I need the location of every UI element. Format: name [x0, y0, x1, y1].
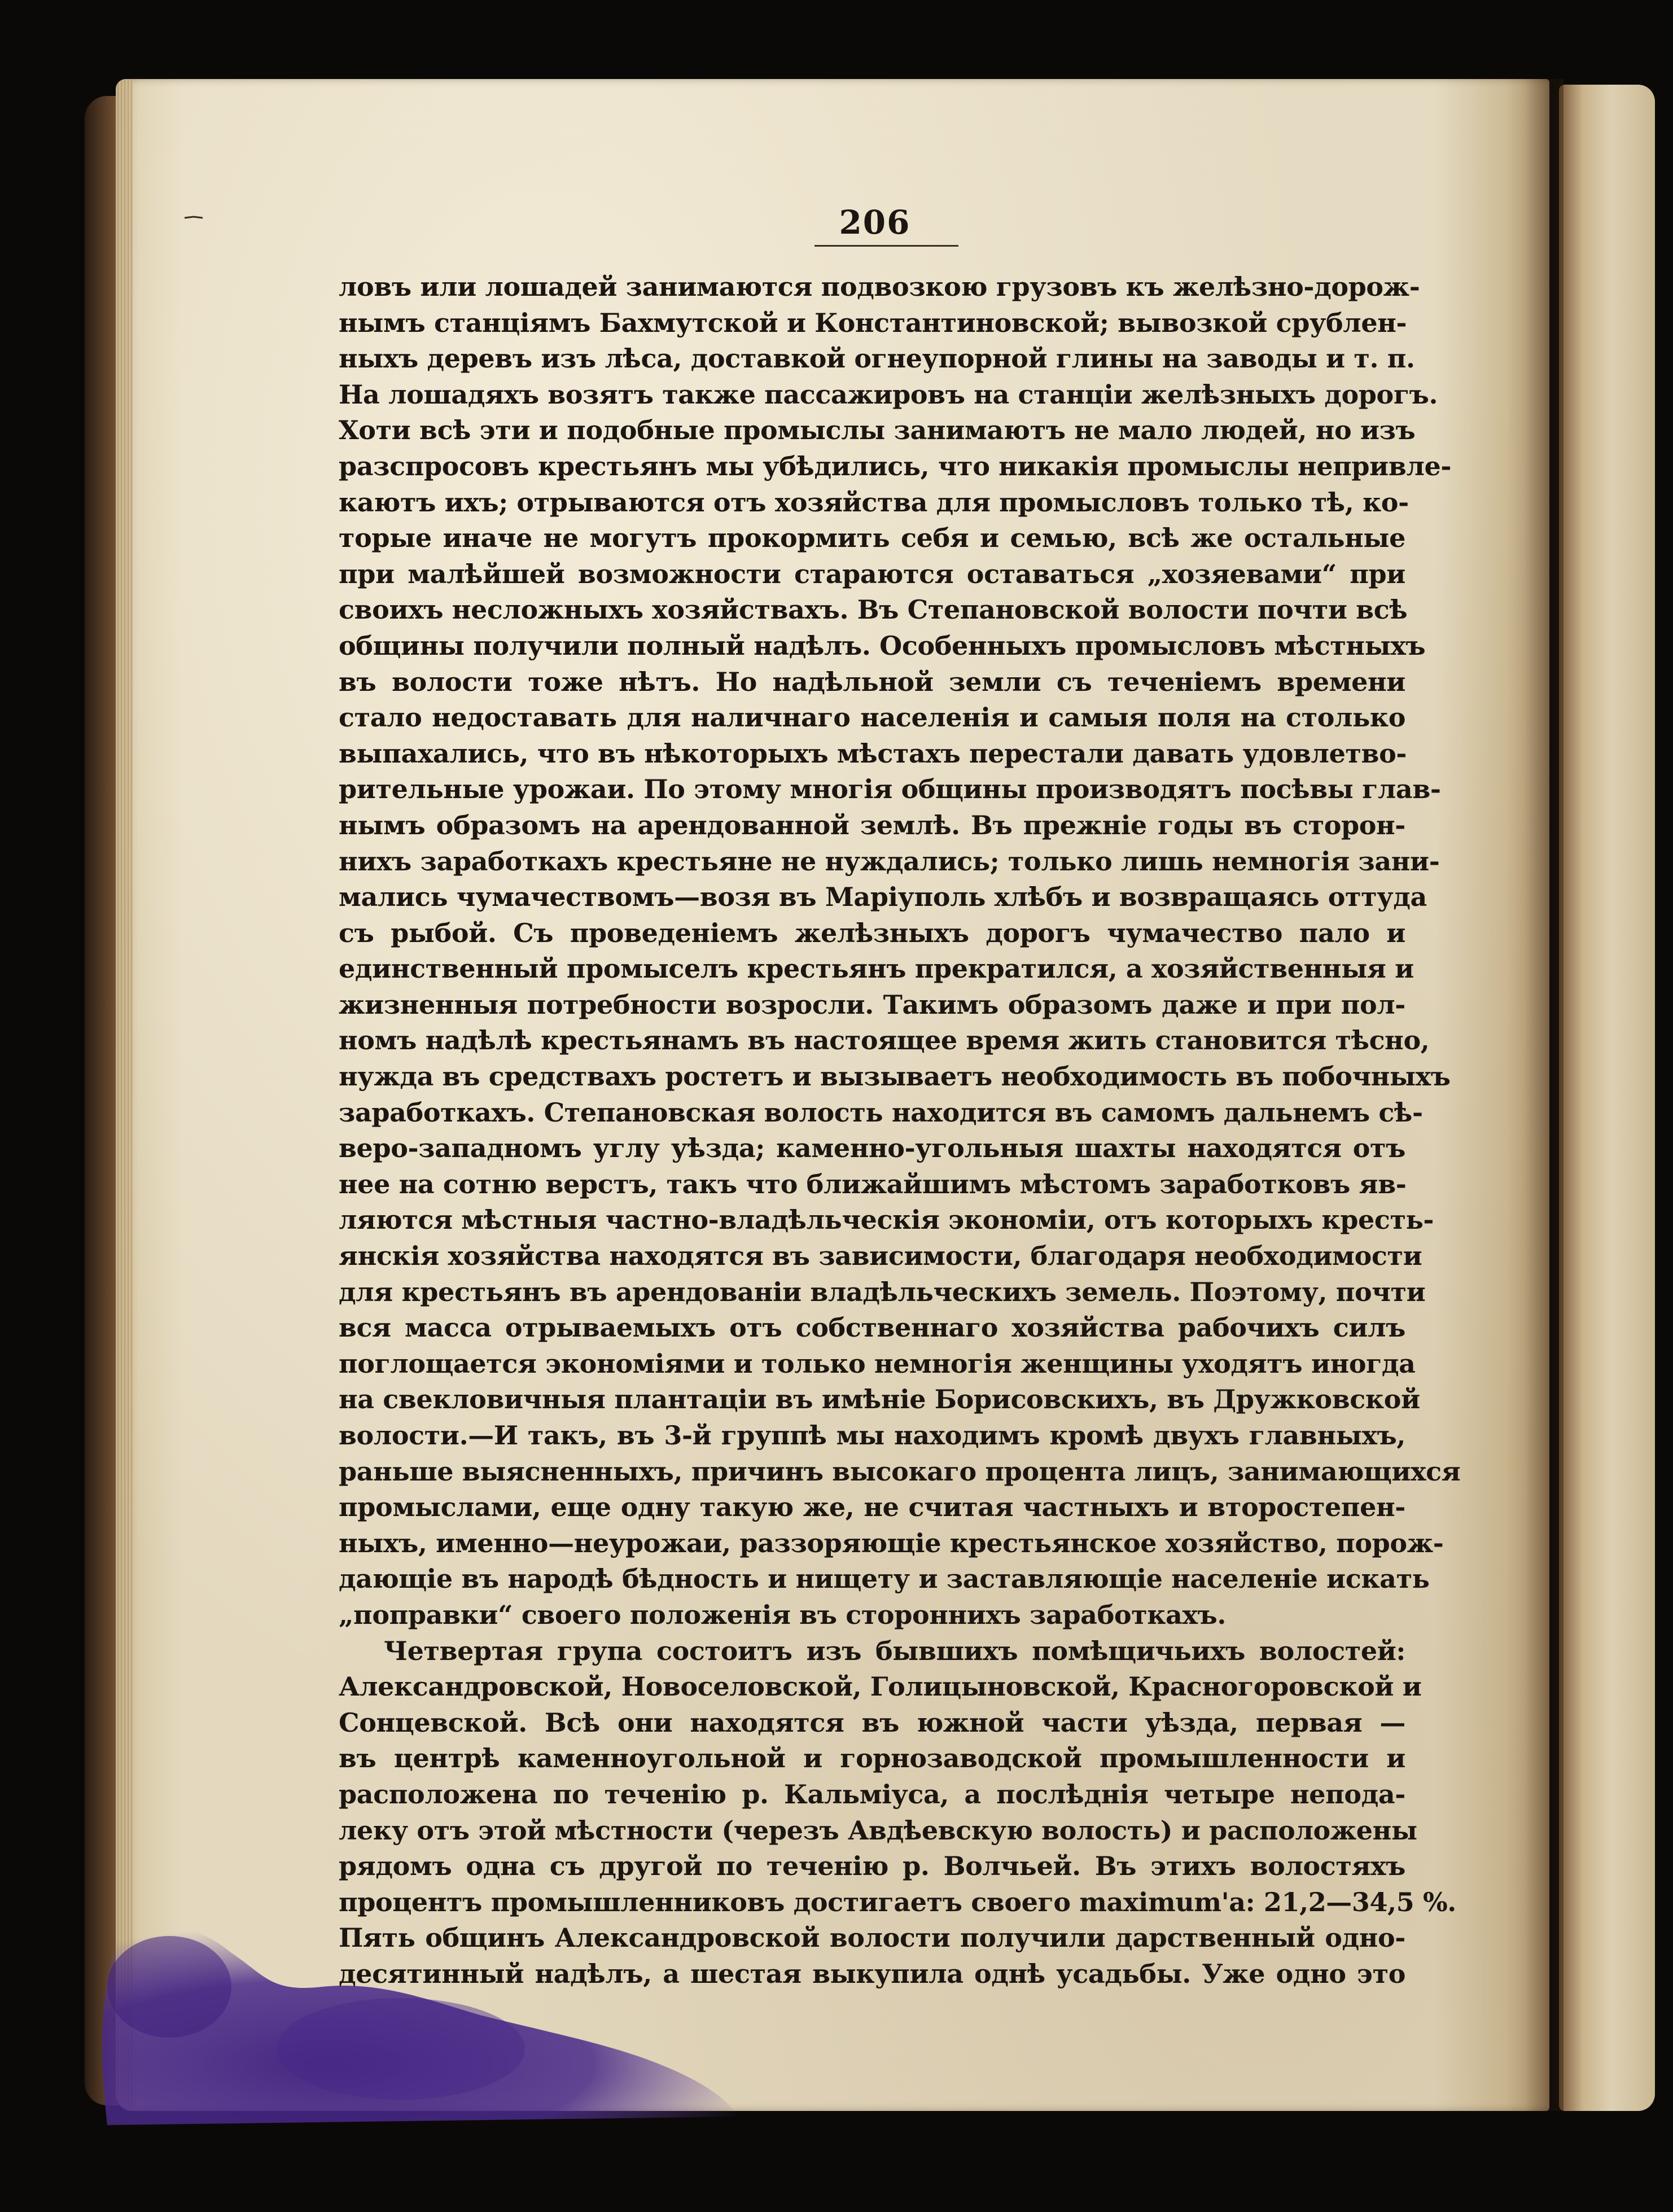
text-line: Пять общинъ Александровской волости получили дарственный одно- — [339, 1922, 1405, 1953]
adjacent-page-edge — [1559, 85, 1655, 2111]
text-line: ныхъ, именно—неурожаи, раззоряющіе крестьянское хозяйство, порож- — [339, 1527, 1444, 1558]
text-line: Сонцевской. Всѣ они находятся въ южной части уѣзда, первая — — [339, 1707, 1405, 1738]
page-content — [339, 203, 1461, 1992]
text-line: дающіе въ народѣ бѣдность и нищету и заставляющіе населеніе искать — [339, 1563, 1430, 1595]
text-line: въ волости тоже нѣтъ. Но надѣльной земли съ теченіемъ времени — [339, 666, 1405, 697]
page-number: 206 — [839, 203, 911, 242]
text-line: раньше выясненныхъ, причинъ высокаго процента лицъ, занимающихся — [339, 1456, 1461, 1487]
page-stack-edge — [116, 79, 133, 2111]
text-line: На лошадяхъ возятъ также пассажировъ на станціи желѣзныхъ дорогъ. — [339, 379, 1438, 410]
text-line: выпахались, что въ нѣкоторыхъ мѣстахъ перестали давать удовлетво- — [339, 738, 1407, 769]
text-line: на свекловичныя плантаціи въ имѣніе Борисовскихъ, въ Дружковской — [339, 1384, 1420, 1415]
text-line: для крестьянъ въ арендованіи владѣльческихъ земель. Поэтому, почти — [339, 1276, 1426, 1307]
text-line: номъ надѣлѣ крестьянамъ въ настоящее время жить становится тѣсно, — [339, 1025, 1430, 1056]
text-line: своихъ несложныхъ хозяйствахъ. Въ Степановской волости почти всѣ — [339, 594, 1408, 625]
text-line: промыслами, еще одну такую же, не считая частныхъ и второстепен- — [339, 1492, 1405, 1523]
text-line: общины получили полный надѣлъ. Особенныхъ промысловъ мѣстныхъ — [339, 630, 1426, 661]
text-line: процентъ промышленниковъ достигаетъ своего maximum'а: 21,2—34,5 %. — [339, 1886, 1456, 1917]
text-line: волости.—И такъ, въ 3-й группѣ мы находимъ кромѣ двухъ главныхъ, — [339, 1420, 1405, 1451]
text-line: „поправки“ своего положенія въ стороннихъ заработкахъ. — [339, 1599, 1226, 1630]
text-line: Хоти всѣ эти и подобные промыслы занимаютъ не мало людей, но изъ — [339, 415, 1416, 446]
text-line: нымъ образомъ на арендованной землѣ. Въ прежніе годы въ сторон- — [339, 809, 1405, 840]
purple-ink-stain — [85, 1902, 807, 2128]
body-text — [339, 269, 1461, 1992]
text-line: леку отъ этой мѣстности (черезъ Авдѣевскую волость) и расположены — [339, 1815, 1417, 1846]
text-line: въ центрѣ каменноугольной и горнозаводской промышленности и — [339, 1743, 1405, 1774]
margin-pencil-mark — [183, 214, 206, 220]
text-line: жизненныя потребности возросли. Такимъ образомъ даже и при пол- — [339, 989, 1405, 1020]
text-line: торые иначе не могутъ прокормить себя и семью, всѣ же остальные — [339, 523, 1405, 554]
text-line: нихъ заработкахъ крестьяне не нуждались; только лишь немногія зани- — [339, 846, 1440, 877]
text-line: съ рыбой. Съ проведеніемъ желѣзныхъ дорогъ чумачество пало и — [339, 917, 1405, 948]
page-number-rule — [814, 245, 958, 247]
text-line: заработкахъ. Степановская волость находится въ самомъ дальнемъ сѣ- — [339, 1097, 1423, 1128]
text-line: ловъ или лошадей занимаются подвозкою грузовъ къ желѣзно-дорож- — [339, 271, 1420, 302]
text-line: расположена по теченію р. Кальміуса, а послѣднія четыре непода- — [339, 1779, 1405, 1810]
text-line: разспросовъ крестьянъ мы убѣдились, что никакія промыслы непривле- — [339, 450, 1452, 481]
text-line: каютъ ихъ; отрываются отъ хозяйства для промысловъ только тѣ, ко- — [339, 487, 1409, 518]
text-line: ляются мѣстныя частно-владѣльческія экономіи, отъ которыхъ кресть- — [339, 1204, 1434, 1236]
text-line: десятинный надѣлъ, а шестая выкупила однѣ усадьбы. Уже одно это — [339, 1958, 1405, 1989]
text-line: стало недоставать для наличнаго населенія и самыя поля на столько — [339, 702, 1405, 733]
text-line: мались чумачествомъ—возя въ Маріуполь хлѣбъ и возвращаясь оттуда — [339, 882, 1427, 913]
text-line: янскія хозяйства находятся въ зависимости, благодаря необходимости — [339, 1241, 1422, 1272]
text-line: рительные урожаи. По этому многія общины производятъ посѣвы глав- — [339, 774, 1441, 805]
text-line: нымъ станціямъ Бахмутской и Константиновской; вывозкой срублен- — [339, 307, 1407, 338]
text-line: при малѣйшей возможности стараются оставаться „хозяевами“ при — [339, 558, 1405, 589]
text-line: веро-западномъ углу уѣзда; каменно-угольныя шахты находятся отъ — [339, 1133, 1405, 1164]
gutter-shadow — [1524, 79, 1563, 2111]
text-line: Александровской, Новоселовской, Голицыновской, Красногоровской и — [339, 1671, 1422, 1702]
text-line: единственный промыселъ крестьянъ прекратился, а хозяйственныя и — [339, 953, 1414, 984]
text-line: ныхъ деревъ изъ лѣса, доставкой огнеупорной глины на заводы и т. п. — [339, 343, 1415, 374]
paragraph — [339, 269, 1461, 1633]
text-line: Четвертая група состоитъ изъ бывшихъ помѣщичьихъ волостей: — [384, 1635, 1405, 1666]
text-line: нее на сотню верстъ, такъ что ближайшимъ мѣстомъ заработковъ яв- — [339, 1168, 1407, 1199]
text-line: рядомъ одна съ другой по теченію р. Волчьей. Въ этихъ волостяхъ — [339, 1851, 1405, 1882]
text-line: нужда въ средствахъ ростетъ и вызываетъ необходимость въ побочныхъ — [339, 1061, 1451, 1092]
text-line: вся масса отрываемыхъ отъ собственнаго хозяйства рабочихъ силъ — [339, 1312, 1405, 1343]
text-line: поглощается экономіями и только немногія женщины уходятъ иногда — [339, 1348, 1416, 1379]
